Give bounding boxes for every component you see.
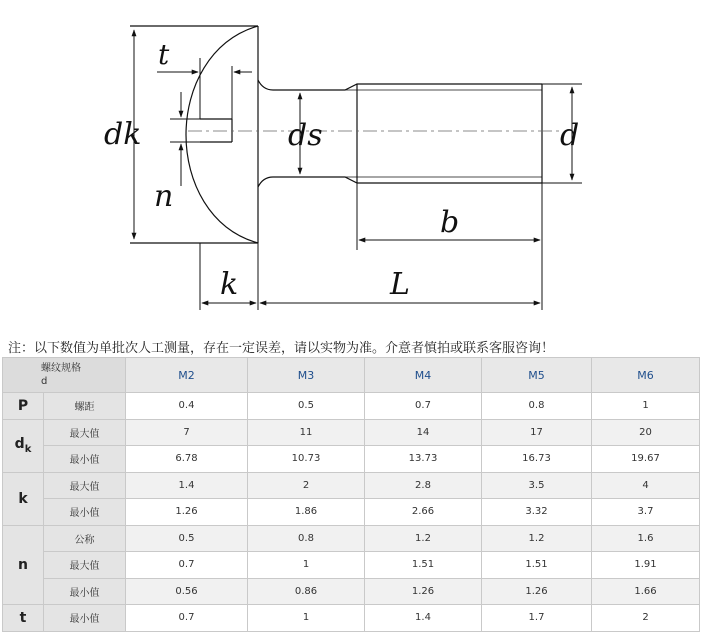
table-cell: 16.73 bbox=[482, 446, 592, 473]
param-cell bbox=[3, 605, 44, 632]
table-cell: 1.6 bbox=[592, 525, 700, 552]
table-row bbox=[3, 552, 700, 579]
row-label: 最小值 bbox=[44, 446, 126, 473]
table-cell: 0.4 bbox=[126, 393, 248, 420]
param-cell bbox=[3, 472, 44, 525]
table-cell: 0.8 bbox=[482, 393, 592, 420]
neck-top bbox=[258, 80, 542, 90]
param-symbol: d bbox=[14, 436, 25, 453]
row-label: 最大值 bbox=[44, 552, 126, 579]
table-cell: 3.7 bbox=[592, 499, 700, 526]
table-cell: 1.51 bbox=[482, 552, 592, 579]
table-row bbox=[3, 393, 700, 420]
table-cell: 1.91 bbox=[592, 552, 700, 579]
row-label: 最大值 bbox=[44, 419, 126, 446]
table-cell: 17 bbox=[482, 419, 592, 446]
label-dk: dk bbox=[104, 117, 142, 152]
param-cell bbox=[3, 419, 44, 472]
row-label: 最小值 bbox=[44, 605, 126, 632]
table-cell: 2 bbox=[248, 472, 365, 499]
thread-spec-header bbox=[3, 358, 126, 393]
label-ds: ds bbox=[288, 118, 323, 153]
table-cell: 11 bbox=[248, 419, 365, 446]
label-b: b bbox=[440, 205, 460, 240]
table-cell: 1.51 bbox=[365, 552, 482, 579]
label-L: L bbox=[390, 267, 410, 302]
table-cell: 0.7 bbox=[365, 393, 482, 420]
corner-line-1: 螺纹规格 bbox=[41, 363, 81, 374]
param-symbol: k bbox=[18, 490, 28, 507]
table-row bbox=[3, 605, 700, 632]
table-cell: 20 bbox=[592, 419, 700, 446]
table-cell: 1.4 bbox=[365, 605, 482, 632]
table-cell: 0.7 bbox=[126, 605, 248, 632]
table-cell: 6.78 bbox=[126, 446, 248, 473]
table-cell: 1.26 bbox=[482, 578, 592, 605]
table-row bbox=[3, 499, 700, 526]
label-n: n bbox=[154, 179, 174, 214]
param-symbol: P bbox=[17, 397, 29, 414]
table-cell: 0.56 bbox=[126, 578, 248, 605]
table-cell: 1 bbox=[592, 393, 700, 420]
size-header: M2 bbox=[126, 358, 248, 393]
row-label: 最小值 bbox=[44, 499, 126, 526]
size-header: M3 bbox=[248, 358, 365, 393]
table-cell: 1 bbox=[248, 552, 365, 579]
row-label: 公称 bbox=[44, 525, 126, 552]
table-row bbox=[3, 472, 700, 499]
table-cell: 4 bbox=[592, 472, 700, 499]
table-cell: 0.8 bbox=[248, 525, 365, 552]
table-cell: 19.67 bbox=[592, 446, 700, 473]
param-cell bbox=[3, 393, 44, 420]
row-label: 最小值 bbox=[44, 578, 126, 605]
param-subscript: k bbox=[24, 443, 32, 455]
table-cell: 0.7 bbox=[126, 552, 248, 579]
size-header: M4 bbox=[365, 358, 482, 393]
table-cell: 1.7 bbox=[482, 605, 592, 632]
measurement-note: 注：以下数值为单批次人工测量，存在一定误差，请以实物为准。介意者慎拍或联系客服咨询！ bbox=[8, 341, 555, 356]
corner-line-2: d bbox=[41, 376, 48, 387]
label-d: d bbox=[560, 118, 580, 153]
neck-bottom bbox=[258, 177, 542, 187]
table-cell: 1 bbox=[248, 605, 365, 632]
table-cell: 3.5 bbox=[482, 472, 592, 499]
table-cell: 13.73 bbox=[365, 446, 482, 473]
param-symbol: n bbox=[18, 556, 28, 573]
table-row bbox=[3, 446, 700, 473]
table-cell: 2 bbox=[592, 605, 700, 632]
param-cell bbox=[3, 525, 44, 605]
table-cell: 1.66 bbox=[592, 578, 700, 605]
table-row bbox=[3, 525, 700, 552]
table-header-row bbox=[3, 358, 700, 393]
table-cell: 0.86 bbox=[248, 578, 365, 605]
row-label: 最大值 bbox=[44, 472, 126, 499]
table-cell: 7 bbox=[126, 419, 248, 446]
head-dome bbox=[186, 26, 258, 243]
table-cell: 1.2 bbox=[482, 525, 592, 552]
label-t: t bbox=[158, 38, 170, 71]
table-cell: 1.2 bbox=[365, 525, 482, 552]
table-cell: 2.8 bbox=[365, 472, 482, 499]
table-cell: 0.5 bbox=[248, 393, 365, 420]
table-row bbox=[3, 578, 700, 605]
param-symbol: t bbox=[19, 609, 27, 626]
table-cell: 0.5 bbox=[126, 525, 248, 552]
table-cell: 1.86 bbox=[248, 499, 365, 526]
table-row bbox=[3, 419, 700, 446]
label-k: k bbox=[220, 267, 239, 302]
table-cell: 3.32 bbox=[482, 499, 592, 526]
table-cell: 1.4 bbox=[126, 472, 248, 499]
row-label: 螺距 bbox=[44, 393, 126, 420]
spec-table bbox=[2, 357, 700, 632]
size-header: M5 bbox=[482, 358, 592, 393]
size-header: M6 bbox=[592, 358, 700, 393]
table-cell: 1.26 bbox=[126, 499, 248, 526]
table-cell: 14 bbox=[365, 419, 482, 446]
table-cell: 2.66 bbox=[365, 499, 482, 526]
table-cell: 1.26 bbox=[365, 578, 482, 605]
table-cell: 10.73 bbox=[248, 446, 365, 473]
